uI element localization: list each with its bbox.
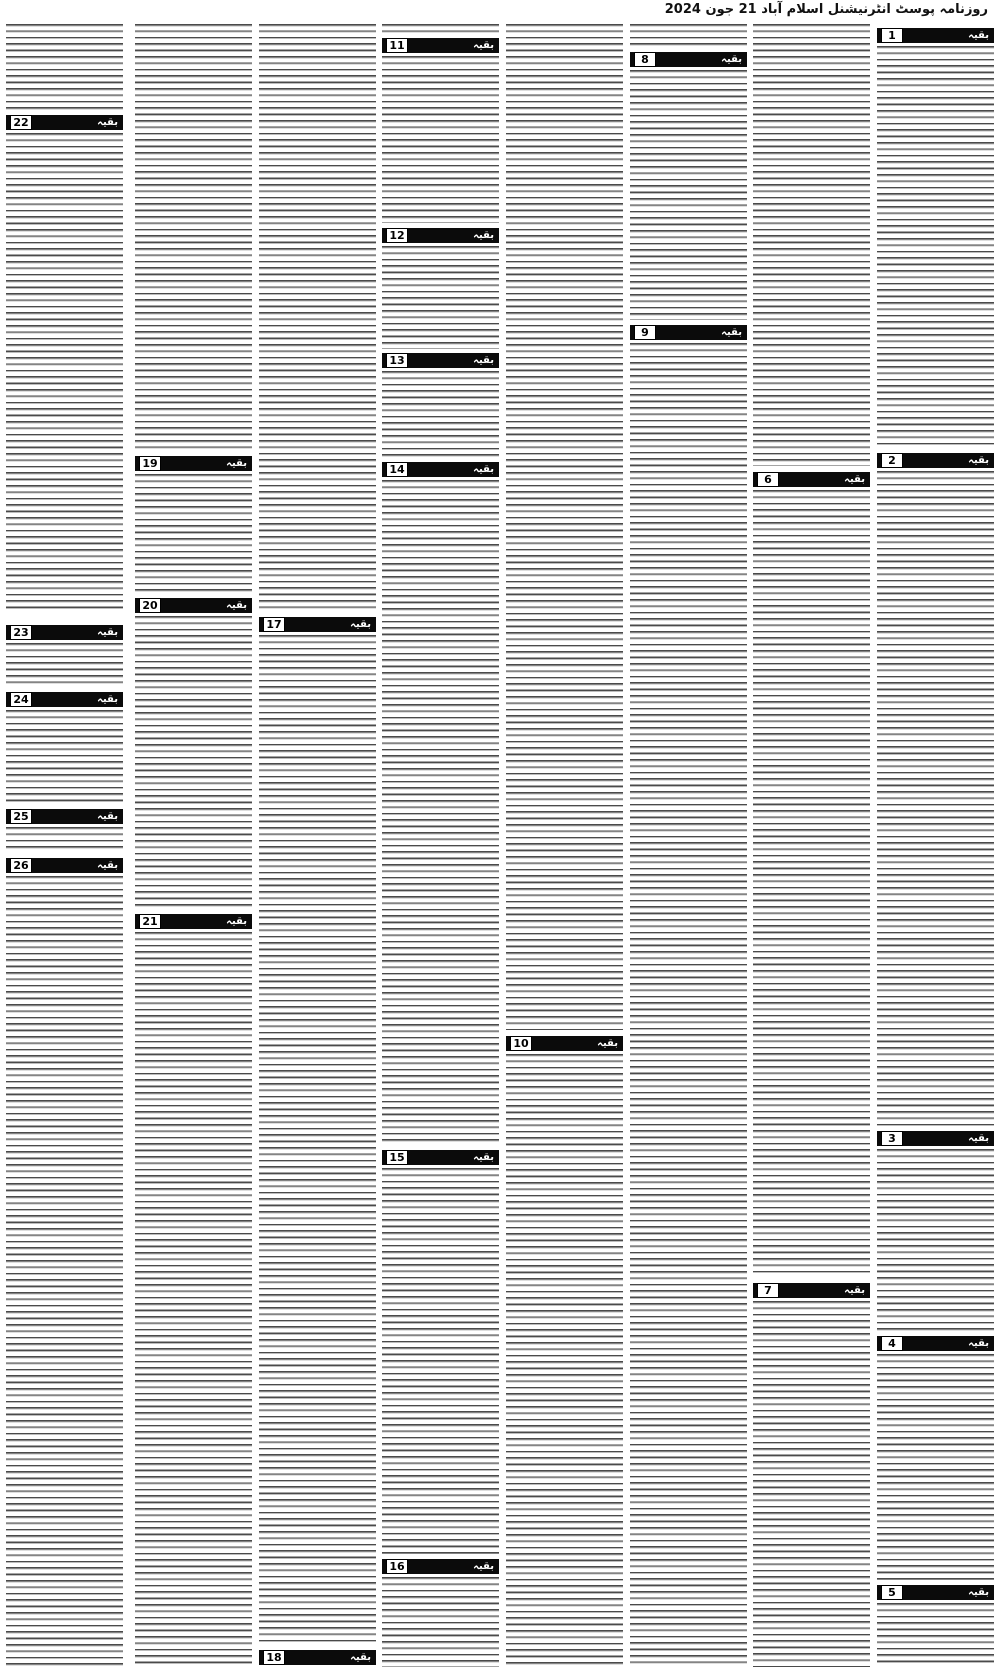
continuation-number: 5 bbox=[881, 1585, 903, 1600]
article-text bbox=[6, 643, 123, 686]
article-text bbox=[6, 710, 123, 805]
column-3 bbox=[630, 22, 747, 1667]
continuation-label-7 bbox=[753, 1283, 870, 1298]
continuation-label-19 bbox=[135, 456, 252, 471]
article-text bbox=[753, 490, 870, 1277]
continuation-tag: بقیہ bbox=[473, 464, 494, 475]
continuation-tag: بقیہ bbox=[226, 600, 247, 611]
column-1 bbox=[877, 22, 994, 1667]
continuation-label-22 bbox=[6, 115, 123, 130]
continuation-tag: بقیہ bbox=[473, 1561, 494, 1572]
continuation-tag: بقیہ bbox=[721, 327, 742, 338]
article-text bbox=[506, 1054, 623, 1667]
continuation-number: 21 bbox=[139, 914, 161, 929]
newspaper-columns bbox=[6, 22, 994, 1667]
continuation-number: 15 bbox=[386, 1150, 408, 1165]
masthead: روزنامہ پوسٹ انٹرنیشنل اسلام آباد 21 جون 2024 bbox=[664, 2, 988, 17]
article-text bbox=[506, 24, 623, 1030]
article-text bbox=[382, 1168, 499, 1554]
continuation-label-3 bbox=[877, 1131, 994, 1146]
continuation-number: 9 bbox=[634, 325, 656, 340]
article-text bbox=[630, 24, 747, 48]
continuation-number: 3 bbox=[881, 1131, 903, 1146]
continuation-number: 16 bbox=[386, 1559, 408, 1574]
article-text bbox=[630, 343, 747, 1667]
continuation-label-13 bbox=[382, 353, 499, 368]
continuation-number: 11 bbox=[386, 38, 408, 53]
article-text bbox=[382, 480, 499, 1145]
continuation-label-14 bbox=[382, 462, 499, 477]
continuation-tag: بقیہ bbox=[968, 1338, 989, 1349]
continuation-label-24 bbox=[6, 692, 123, 707]
article-text bbox=[382, 1577, 499, 1667]
continuation-label-15 bbox=[382, 1150, 499, 1165]
continuation-label-10 bbox=[506, 1036, 623, 1051]
continuation-tag: بقیہ bbox=[968, 1133, 989, 1144]
continuation-label-6 bbox=[753, 472, 870, 487]
continuation-number: 18 bbox=[263, 1650, 285, 1665]
article-text bbox=[135, 24, 252, 450]
continuation-tag: بقیہ bbox=[844, 474, 865, 485]
continuation-label-5 bbox=[877, 1585, 994, 1600]
continuation-label-12 bbox=[382, 228, 499, 243]
continuation-tag: بقیہ bbox=[350, 619, 371, 630]
continuation-tag: بقیہ bbox=[226, 916, 247, 927]
article-text bbox=[259, 635, 376, 1644]
column-6 bbox=[259, 22, 376, 1667]
article-text bbox=[6, 876, 123, 1667]
continuation-number: 6 bbox=[757, 472, 779, 487]
article-text bbox=[753, 24, 870, 466]
continuation-label-20 bbox=[135, 598, 252, 613]
continuation-tag: بقیہ bbox=[721, 54, 742, 65]
continuation-label-25 bbox=[6, 809, 123, 824]
continuation-label-23 bbox=[6, 625, 123, 640]
continuation-tag: بقیہ bbox=[844, 1285, 865, 1296]
continuation-label-17 bbox=[259, 617, 376, 632]
column-8 bbox=[6, 22, 123, 1667]
continuation-tag: بقیہ bbox=[97, 811, 118, 822]
continuation-number: 14 bbox=[386, 462, 408, 477]
article-text bbox=[382, 56, 499, 223]
continuation-label-2 bbox=[877, 453, 994, 468]
continuation-number: 22 bbox=[10, 115, 32, 130]
continuation-label-4 bbox=[877, 1336, 994, 1351]
continuation-tag: بقیہ bbox=[473, 40, 494, 51]
continuation-number: 20 bbox=[139, 598, 161, 613]
continuation-tag: بقیہ bbox=[97, 627, 118, 638]
continuation-tag: بقیہ bbox=[597, 1038, 618, 1049]
continuation-number: 1 bbox=[881, 28, 903, 43]
article-text bbox=[877, 471, 994, 1127]
continuation-label-21 bbox=[135, 914, 252, 929]
column-7 bbox=[135, 22, 252, 1667]
continuation-number: 7 bbox=[757, 1283, 779, 1298]
article-text bbox=[382, 24, 499, 34]
continuation-label-26 bbox=[6, 858, 123, 873]
continuation-tag: بقیہ bbox=[473, 355, 494, 366]
continuation-label-1 bbox=[877, 28, 994, 43]
column-5 bbox=[382, 22, 499, 1667]
continuation-tag: بقیہ bbox=[473, 230, 494, 241]
continuation-tag: بقیہ bbox=[968, 30, 989, 41]
article-text bbox=[382, 246, 499, 349]
article-text bbox=[6, 827, 123, 852]
continuation-label-18 bbox=[259, 1650, 376, 1665]
column-4 bbox=[506, 22, 623, 1667]
continuation-number: 17 bbox=[263, 617, 285, 632]
continuation-number: 12 bbox=[386, 228, 408, 243]
continuation-number: 24 bbox=[10, 692, 32, 707]
article-text bbox=[877, 46, 994, 446]
continuation-tag: بقیہ bbox=[473, 1152, 494, 1163]
article-text bbox=[877, 1603, 994, 1667]
continuation-tag: بقیہ bbox=[97, 117, 118, 128]
article-text bbox=[135, 932, 252, 1667]
article-text bbox=[135, 616, 252, 908]
column-2 bbox=[753, 22, 870, 1667]
continuation-tag: بقیہ bbox=[97, 860, 118, 871]
continuation-number: 19 bbox=[139, 456, 161, 471]
article-text bbox=[877, 1354, 994, 1580]
continuation-number: 25 bbox=[10, 809, 32, 824]
continuation-number: 4 bbox=[881, 1336, 903, 1351]
continuation-label-9 bbox=[630, 325, 747, 340]
article-text bbox=[259, 24, 376, 612]
continuation-number: 2 bbox=[881, 453, 903, 468]
continuation-number: 13 bbox=[386, 353, 408, 368]
article-text bbox=[630, 70, 747, 320]
article-text bbox=[382, 371, 499, 457]
continuation-tag: بقیہ bbox=[350, 1652, 371, 1663]
article-text bbox=[6, 24, 123, 110]
article-text bbox=[135, 474, 252, 592]
continuation-tag: بقیہ bbox=[968, 455, 989, 466]
continuation-tag: بقیہ bbox=[97, 694, 118, 705]
continuation-number: 26 bbox=[10, 858, 32, 873]
article-text bbox=[877, 1149, 994, 1331]
article-text bbox=[6, 133, 123, 611]
continuation-number: 23 bbox=[10, 625, 32, 640]
continuation-label-8 bbox=[630, 52, 747, 67]
continuation-label-11 bbox=[382, 38, 499, 53]
article-text bbox=[753, 1301, 870, 1667]
continuation-number: 10 bbox=[510, 1036, 532, 1051]
continuation-label-16 bbox=[382, 1559, 499, 1574]
continuation-tag: بقیہ bbox=[968, 1587, 989, 1598]
continuation-tag: بقیہ bbox=[226, 458, 247, 469]
continuation-number: 8 bbox=[634, 52, 656, 67]
